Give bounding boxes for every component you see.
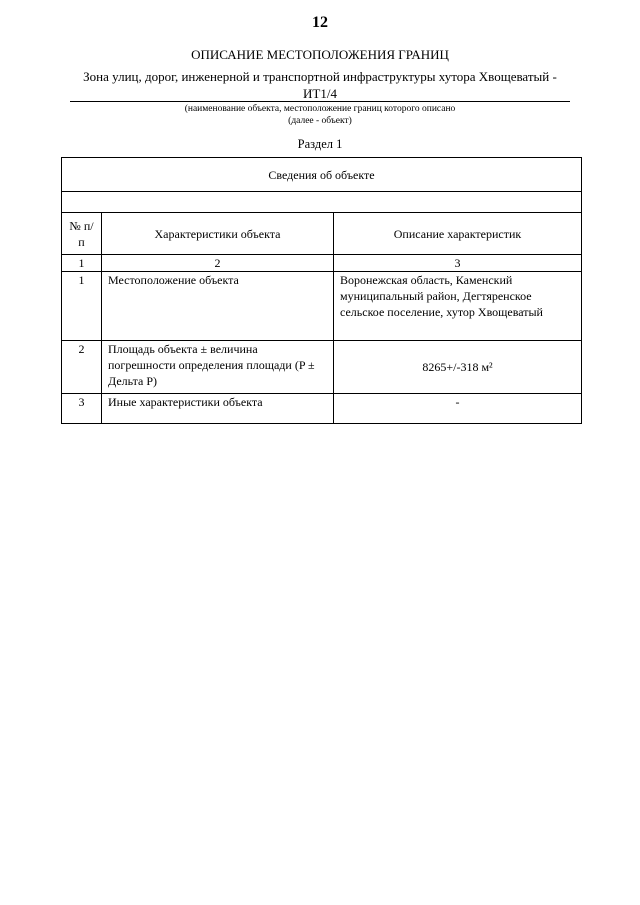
header-description: Описание характеристик <box>334 213 582 255</box>
row-description: Воронежская область, Каменский муниципальный район, Дегтяренское сельское поселение, хутор Хвощеватый <box>334 272 582 341</box>
section-title: Раздел 1 <box>297 137 343 151</box>
table-row <box>62 272 582 341</box>
row-description: 8265+/-318 м² <box>334 341 582 394</box>
object-caption <box>70 103 570 127</box>
caption-line-1: (наименование объекта, местоположение границ которого описано <box>184 104 456 114</box>
spacer-cell <box>62 192 582 213</box>
table-title: Сведения об объекте <box>62 158 582 192</box>
header-row <box>62 213 582 255</box>
table-row <box>62 341 582 394</box>
col-number-3: 3 <box>334 255 582 272</box>
row-num: 1 <box>62 272 102 341</box>
object-name: Зона улиц, дорог, инженерной и транспортной инфраструктуры хутора Хвощеватый - ИТ1/4 <box>83 69 557 101</box>
header-num: № п/п <box>62 213 102 255</box>
row-num: 2 <box>62 341 102 394</box>
row-characteristic: Площадь объекта ± величина погрешности определения площади (P ± Дельта P) <box>102 341 334 394</box>
col-number-1: 1 <box>62 255 102 272</box>
spacer-row <box>62 192 582 213</box>
row-num: 3 <box>62 394 102 424</box>
table-title-row <box>62 158 582 192</box>
table-row <box>62 394 582 424</box>
column-number-row <box>62 255 582 272</box>
row-description: - <box>334 394 582 424</box>
object-info-table <box>61 157 582 424</box>
row-characteristic: Иные характеристики объекта <box>102 394 334 424</box>
underline-rule <box>70 101 570 102</box>
page-number: 12 <box>312 14 328 31</box>
col-number-2: 2 <box>102 255 334 272</box>
document-heading: ОПИСАНИЕ МЕСТОПОЛОЖЕНИЯ ГРАНИЦ <box>191 47 449 62</box>
row-characteristic: Местоположение объекта <box>102 272 334 341</box>
header-characteristics: Характеристики объекта <box>102 213 334 255</box>
caption-line-2: (далее - объект) <box>288 116 352 126</box>
